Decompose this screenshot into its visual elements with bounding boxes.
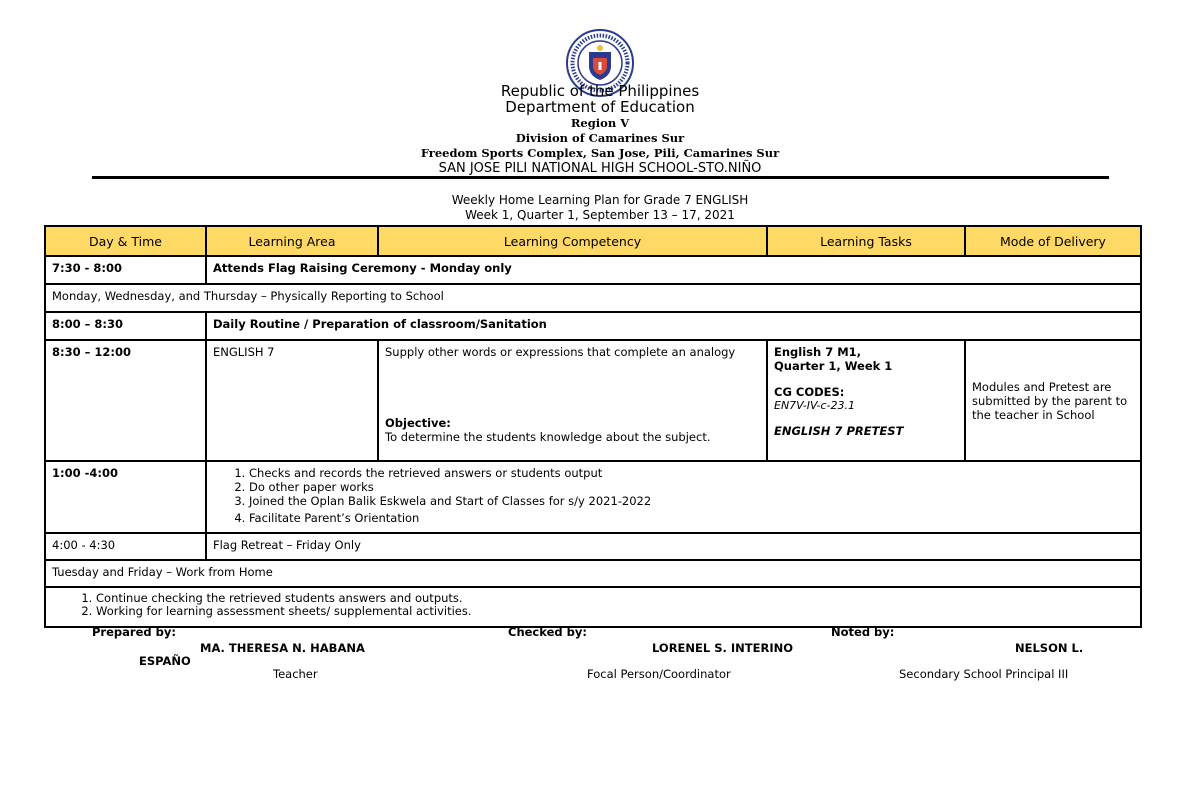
competency-text: Supply other words or expressions that complete an analogy	[385, 345, 736, 359]
plan-subtitle: Week 1, Quarter 1, September 13 – 17, 2021	[465, 208, 735, 222]
column-header: Learning Competency	[378, 226, 767, 256]
column-header: Learning Area	[206, 226, 378, 256]
tasks-list-cell	[206, 461, 1141, 533]
list-item: 2. Do other paper works	[249, 480, 1134, 494]
learning-area-cell: ENGLISH 7	[206, 340, 378, 461]
column-header: Learning Tasks	[767, 226, 965, 256]
list-item: 1. Checks and records the retrieved answers or students output	[249, 466, 1134, 480]
task-module: English 7 M1,	[774, 345, 862, 359]
prepared-by-title: Teacher	[273, 667, 318, 681]
activity-cell: Flag Retreat – Friday Only	[206, 533, 1141, 560]
department-line: Department of Education	[505, 98, 695, 116]
cg-codes-label: CG CODES:	[774, 385, 845, 399]
time-cell: 8:30 – 12:00	[45, 340, 206, 461]
column-header: Mode of Delivery	[965, 226, 1141, 256]
checked-by-name: LORENEL S. INTERINO	[652, 641, 794, 655]
division-line: Division of Camarines Sur	[515, 131, 685, 145]
activity-cell: Daily Routine / Preparation of classroom/Sanitation	[206, 312, 1141, 340]
list-item: 2. Working for learning assessment sheets/ supplemental activities.	[96, 605, 1134, 618]
table-header-row	[45, 226, 1141, 256]
header-divider	[92, 176, 1109, 179]
table-row	[45, 312, 1141, 340]
table-row	[45, 256, 1141, 284]
noted-by-name-cont: ESPAÑO	[139, 654, 191, 668]
cg-code: EN7V-IV-c-23.1	[774, 399, 856, 412]
wfh-tasks-cell	[45, 587, 1141, 627]
table-row	[45, 560, 1141, 587]
republic-line: Republic of the Philippines	[500, 82, 700, 100]
time-cell: 4:00 - 4:30	[45, 533, 206, 560]
objective-text: To determine the students knowledge about the subject.	[385, 430, 711, 444]
time-cell: 7:30 - 8:00	[45, 256, 206, 284]
mode-of-delivery-cell: Modules and Pretest are submitted by the parent to the teacher in School	[965, 340, 1141, 461]
table-row	[45, 533, 1141, 560]
list-item: 1. Continue checking the retrieved students answers and outputs.	[96, 592, 1134, 605]
table-row	[45, 284, 1141, 312]
time-cell: 1:00 -4:00	[45, 461, 206, 533]
prepared-by-name: MA. THERESA N. HABANA	[200, 641, 365, 655]
checked-by-title: Focal Person/Coordinator	[587, 667, 731, 681]
school-name: SAN JOSE PILI NATIONAL HIGH SCHOOL-STO.NIÑO	[438, 161, 762, 176]
time-cell: 8:00 – 8:30	[45, 312, 206, 340]
activity-cell: Attends Flag Raising Ceremony - Monday only	[206, 256, 1141, 284]
competency-cell	[378, 340, 767, 461]
schedule-note-cell: Monday, Wednesday, and Thursday – Physically Reporting to School	[45, 284, 1141, 312]
list-item: 3. Joined the Oplan Balik Eskwela and Start of Classes for s/y 2021-2022	[249, 494, 1134, 508]
checked-by-label: Checked by:	[508, 625, 587, 639]
task-quarter: Quarter 1, Week 1	[774, 359, 893, 373]
column-header: Day & Time	[45, 226, 206, 256]
objective-label: Objective:	[385, 416, 451, 430]
learning-plan-table	[44, 225, 1142, 628]
region-line: Region V	[570, 116, 630, 130]
pretest-label: ENGLISH 7 PRETEST	[774, 424, 904, 438]
noted-by-label: Noted by:	[831, 625, 895, 639]
list-item: 4. Facilitate Parent’s Orientation	[249, 511, 1134, 525]
noted-by-name: NELSON L.	[1015, 641, 1084, 655]
wfh-list	[52, 592, 1134, 618]
prepared-by-label: Prepared by:	[92, 625, 176, 639]
table-row	[45, 587, 1141, 627]
task-list	[213, 466, 1134, 525]
table-row	[45, 461, 1141, 533]
address-line: Freedom Sports Complex, San Jose, Pili, Camarines Sur	[420, 146, 780, 160]
table-row	[45, 340, 1141, 461]
noted-by-title: Secondary School Principal III	[899, 667, 1069, 681]
plan-title: Weekly Home Learning Plan for Grade 7 ENGLISH	[451, 193, 749, 207]
schedule-note-cell: Tuesday and Friday – Work from Home	[45, 560, 1141, 587]
tasks-cell	[767, 340, 965, 461]
